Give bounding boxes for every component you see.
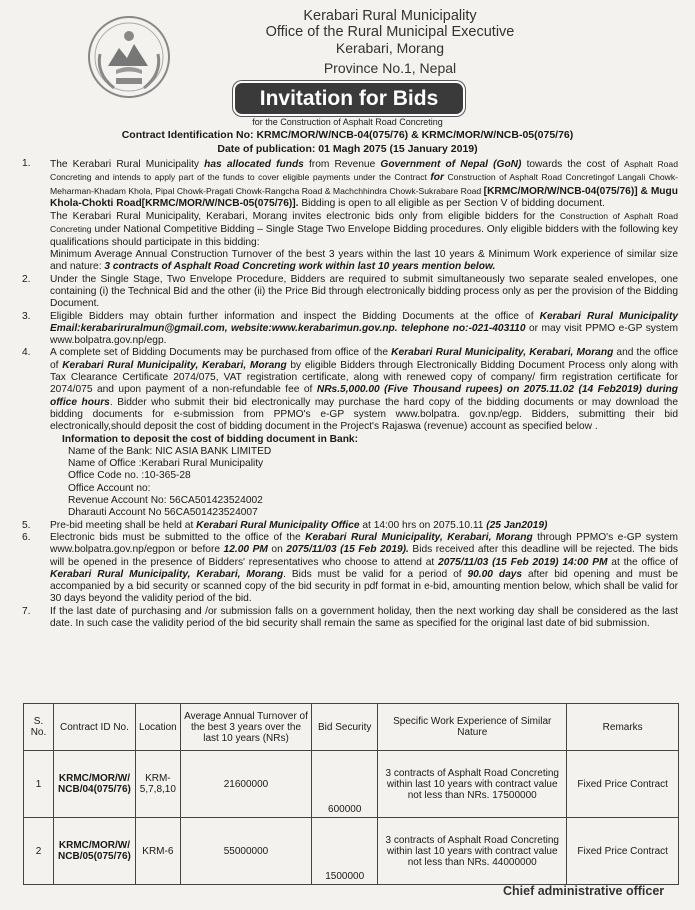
cell-bid-security: 600000 [312, 751, 378, 818]
clause-3-text: Eligible Bidders may obtain further information and inspect the Bidding Documents at the office of [50, 310, 540, 322]
clause-4-text: . Bidder who submit their bid electronically may purchase the hard copy of the bidding documents or may download the bidding documents for e-submission from PPMO's e-GP system www.bolpatra. gov.np/egp. Bidders, submitting their bid electronically,should deposit the cost of bidding document in the Project's Rajaswa (revenue) account as specified below . [50, 396, 678, 433]
cell-s-no: 2 [24, 818, 54, 885]
clause-6-text: through PPMO's e-GP system www.bolpatra.gov.np/egpon or before [50, 531, 679, 556]
clause-4-emph: Kerabari Rural Municipality, Kerabari, Morang [62, 359, 287, 371]
header-turnover: Average Annual Turnover of the best 3 years over the last 10 years (NRs) [180, 704, 312, 751]
clause-6-text: Electronic bids must be submitted to the office of the [50, 531, 306, 543]
office-account: Office Account no: [68, 482, 151, 494]
bank-info-title: Information to deposit the cost of bidding document in Bank: [62, 433, 358, 445]
clause-6-emph: 2075/11/03 (15 Feb 2019). [286, 544, 409, 556]
clause-text [50, 311, 678, 348]
cell-remarks: Fixed Price Contract [567, 751, 679, 818]
clause-text [50, 532, 678, 606]
clause-1 [22, 158, 678, 274]
cell-turnover: 55000000 [180, 818, 312, 885]
clause-text [50, 520, 678, 532]
clause-6-text: at the office of [607, 556, 678, 568]
contract-identification: Contract Identification No: KRMC/MOR/W/NCB-04(075/76) & KRMC/MOR/W/NCB-05(075/76) [121, 129, 574, 141]
clause-1-text: under National Competitive Bidding – Single Stage Two Envelope Bidding procedures. Only eligible bidders with the following key qualifications should participate in this bidding: [50, 224, 678, 248]
clause-1-emph: Government of Nepal (GoN) [380, 159, 522, 170]
clause-number: 2. [22, 273, 31, 285]
province-name: Province No.1, Nepal [323, 60, 457, 76]
nepal-emblem-icon [86, 14, 172, 100]
table-row [24, 818, 679, 885]
clause-6-text: after bid opening and must be accompanied by a bid security or scanned copy of the bid security in pdf format in e-bid, amounting mention below, which shall be valid for 30 days beyond the validity period of the bid. [50, 568, 678, 605]
clause-1-small: Construction of Asphalt Road Concreting [50, 211, 678, 235]
clause-number: 3. [22, 310, 31, 322]
clause-1-bold: [KRMC/MOR/W/NCB-04(075/76)] & Mugu Khola-Chokti Road[KRMC/MOR/W/NCB-05(075/76)]. [50, 185, 678, 209]
clause-6-text: Bids received after this deadline will be rejected. The bids will be opened in the presence of Bidders' representatives who choose to attend at [50, 544, 678, 568]
office-name: Office of the Rural Municipal Executive [265, 24, 515, 40]
clause-text: If the last date of purchasing and /or submission falls on a government holiday, then the next working day shall be considered as the last date. In such case the validity period of the bid security shall remain the same as specified for the original last date of bid submission. [50, 605, 678, 629]
revenue-account: Revenue Account No: 56CA501423524002 [68, 495, 263, 507]
contact-info: Kerabari Rural Municipality Email:kerabariruralmun@gmail.com, website:www.kerabarimun.gov.np. telephone no:-021-403110 [50, 310, 679, 334]
cell-bid-security: 1500000 [312, 818, 378, 885]
clause-4-emph: NRs.5,000.00 (Five Thousand rupees) on 2075.11.02 (14 Feb2019) during office hours [50, 384, 678, 408]
cell-location: KRM- 5,7,8,10 [135, 751, 180, 818]
signature-title: Chief administrative officer [503, 884, 665, 898]
clause-1-text: towards the cost of [521, 159, 625, 170]
table-header-row [24, 704, 679, 751]
notice-clauses [22, 158, 678, 630]
municipality-name: Kerabari Rural Municipality [303, 8, 477, 24]
clause-text: Under the Single Stage, Two Envelope Procedure, Bidders are required to submit simultaneously two separate sealed envelopes, one containing (i) the Technical Bid and the other (ii) the Price Bid through electronically bidding process only as per the provision of the Bidding Document. [50, 273, 678, 310]
clause-6-emph: 90.00 days [467, 568, 523, 580]
clause-6-emph: 12.00 PM [223, 544, 268, 556]
clause-1-text: The Kerabari Rural Municipality, Kerabari, Morang invites electronic bids only from eligible bidders for the [50, 211, 560, 223]
clause-3-text: or may visit PPMO e-GP system www.bolpatra.gov.np/egp. [50, 322, 678, 347]
dharauti-account: Dharauti Account No 56CA501423524007 [68, 507, 258, 519]
clause-6 [22, 532, 678, 606]
cell-turnover: 21600000 [180, 751, 312, 818]
cell-s-no: 1 [24, 751, 54, 818]
header-bid-security: Bid Security [312, 704, 378, 751]
clause-1-text: The Kerabari Rural Municipality [50, 159, 205, 170]
clause-5 [22, 520, 678, 532]
clause-5-text: at 14:00 hrs on 2075.10.11 [359, 519, 487, 531]
clause-1-emph: 3 contracts of Asphalt Road Concreting work within last 10 years mention below. [104, 261, 496, 273]
notice-purpose: for the Construction of Asphalt Road Concreting [252, 117, 443, 127]
clause-3 [22, 311, 678, 348]
clause-number: 4. [22, 347, 31, 359]
clause-4-emph: Kerabari Rural Municipality, Kerabari, Morang [391, 347, 614, 359]
cell-location: KRM-6 [135, 818, 180, 885]
header-s-no: S. No. [24, 704, 54, 751]
clause-7 [22, 606, 678, 631]
clause-4-text: by eligible Bidders through Electronically Bidding Document Process only along with Tax Clearance Certificate 2074/075, VAT registration certificate, along with renewed copy of company/ firm registration certificate for 2074/075 and upon payment of a non-refundable fee of [50, 359, 678, 396]
clause-number: 7. [22, 605, 31, 617]
bank-name: Name of the Bank: NIC ASIA BANK LIMITED [68, 445, 272, 457]
bids-table [23, 703, 679, 885]
clause-4-text: and the office of [50, 347, 678, 371]
clause-1-text: Minimum Average Annual Construction Turnover of the best 3 years within the last 10 years & Minimum Work experience of similar size and nature: [50, 249, 678, 273]
clause-5-emph: Kerabari Rural Municipality Office [196, 519, 360, 531]
header-location: Location [135, 704, 180, 751]
cell-remarks: Fixed Price Contract [567, 818, 679, 885]
cell-experience: 3 contracts of Asphalt Road Concreting within last 10 years with contract value not less than NRs. 17500000 [378, 751, 567, 818]
clause-number: 5. [22, 519, 31, 531]
clause-6-emph: 2075/11/03 (15 Feb 2019) 14:00 PM [438, 556, 608, 568]
header-contract-id: Contract ID No. [53, 704, 135, 751]
clause-6-text: . Bids must be valid for a period of [283, 568, 468, 580]
publication-date: Date of publication: 01 Magh 2075 (15 January 2019) [217, 143, 478, 155]
clause-6-emph: Kerabari Rural Municipality, Kerabari, Morang [305, 531, 533, 543]
cell-experience: 3 contracts of Asphalt Road Concreting within last 10 years with contract value not less than NRs. 44000000 [378, 818, 567, 885]
clause-6-emph: Kerabari Rural Municipality, Kerabari, Morang [50, 568, 284, 580]
clause-text [50, 158, 678, 274]
clause-1-emph: for [430, 172, 444, 184]
table-row [24, 751, 679, 818]
office-address: Kerabari, Morang [335, 40, 445, 56]
clause-4-text: A complete set of Bidding Documents may be purchased from office of the [50, 347, 392, 359]
clause-1-text: from Revenue [303, 159, 381, 170]
invitation-banner: Invitation for Bids [233, 81, 465, 116]
clause-2 [22, 274, 678, 311]
clause-6-text: on [267, 544, 287, 556]
cell-contract-id: KRMC/MOR/W/ NCB/04(075/76) [53, 751, 135, 818]
clause-1-small: Asphalt Road Concreting and intends to apply part of the funds to cover eligible payments under the Contract [50, 159, 678, 183]
cell-contract-id: KRMC/MOR/W/ NCB/05(075/76) [53, 818, 135, 885]
clause-1-emph: has allocated funds [204, 159, 304, 170]
clause-number: 6. [22, 531, 31, 543]
bank-info [62, 434, 678, 520]
clause-1-text: Bidding is open to all eligible as per Section V of bidding document. [298, 197, 605, 209]
clause-4 [22, 347, 678, 519]
office-code: Office Code no. :10-365-28 [68, 470, 191, 482]
header-experience: Specific Work Experience of Similar Nature [378, 704, 567, 751]
clause-5-text: Pre-bid meeting shall be held at [50, 519, 197, 531]
header-remarks: Remarks [567, 704, 679, 751]
clause-number: 1. [22, 158, 31, 169]
office-name-line: Name of Office :Kerabari Rural Municipality [68, 458, 264, 470]
clause-text [50, 347, 678, 519]
clause-5-emph: (25 Jan2019) [486, 519, 548, 531]
clause-1-small: Construction of Asphalt Road Concretingof Langali Chowk-Meharman-Khadam Khola, Pipal Chowk-Pragati Chowk-Rangcha Road & Machchhindra Chowk-Sukrabare Road [50, 172, 678, 196]
